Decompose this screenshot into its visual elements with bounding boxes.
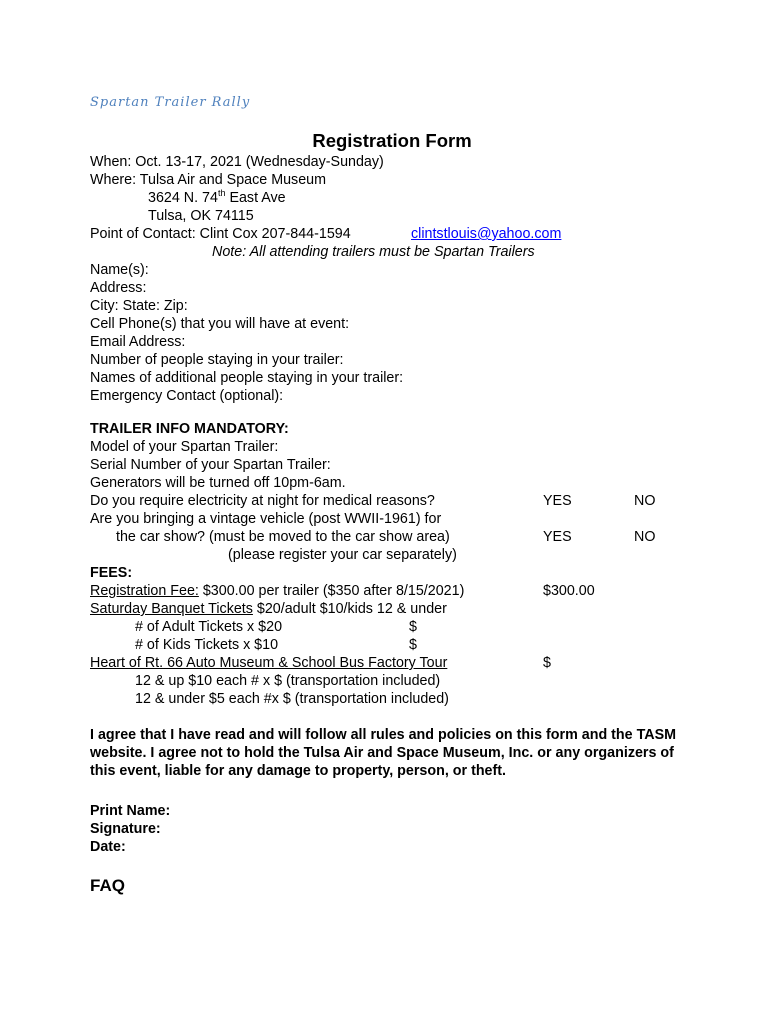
street-address — [148, 189, 286, 207]
rally-header: Spartan Trailer Rally — [90, 95, 251, 110]
registration-fee-line — [90, 582, 464, 600]
field-names: Name(s): — [90, 262, 149, 278]
banquet-label: Saturday Banquet Tickets — [90, 601, 253, 617]
agreement-text: I agree that I have read and will follow all rules and policies on this form and the TASM website. I agree not to hold the Tulsa Air and Space Museum, Inc. or any organizers of this event, liable for any damage to property, person, or theft. — [90, 727, 677, 779]
field-cell-phone: Cell Phone(s) that you will have at event: — [90, 316, 350, 332]
registration-fee-amount: $300.00 — [543, 583, 595, 599]
field-people-count: Number of people staying in your trailer: — [90, 352, 344, 368]
fees-heading: FEES: — [90, 565, 133, 581]
date-label: Date: — [90, 839, 126, 855]
kids-tickets-amount: $ — [409, 637, 417, 653]
registration-fee-label: Registration Fee: — [90, 583, 199, 599]
electricity-yes[interactable]: YES — [543, 493, 572, 509]
field-city-state-zip: City: State: Zip: — [90, 298, 188, 314]
tour-kids-line: 12 & under $5 each #x $ (transportation included) — [135, 691, 449, 707]
street-address-sup: th — [217, 188, 226, 199]
trailer-model: Model of your Spartan Trailer: — [90, 439, 279, 455]
electricity-question: Do you require electricity at night for medical reasons? — [90, 493, 435, 509]
street-address-pre: 3624 N. 74 — [148, 190, 218, 206]
field-emergency-contact: Emergency Contact (optional): — [90, 388, 284, 404]
field-address: Address: — [90, 280, 147, 296]
field-email: Email Address: — [90, 334, 186, 350]
registration-fee-detail: $300.00 per trailer ($350 after 8/15/2021) — [198, 583, 465, 599]
tour-amount: $ — [543, 655, 551, 671]
where-line: Where: Tulsa Air and Space Museum — [90, 172, 327, 188]
field-additional-names: Names of additional people staying in your trailer: — [90, 370, 404, 386]
print-name-label: Print Name: — [90, 803, 171, 819]
trailer-serial: Serial Number of your Spartan Trailer: — [90, 457, 331, 473]
vintage-question-line3: (please register your car separately) — [228, 547, 457, 563]
vintage-yes[interactable]: YES — [543, 529, 572, 545]
attendance-note: Note: All attending trailers must be Spartan Trailers — [212, 244, 535, 260]
tour-adult-line: 12 & up $10 each # x $ (transportation included) — [135, 673, 441, 689]
vintage-question-line2: the car show? (must be moved to the car show area) — [116, 529, 450, 545]
page-title: Registration Form — [312, 130, 472, 151]
tour-heading: Heart of Rt. 66 Auto Museum & School Bus Factory Tour — [90, 655, 448, 671]
contact-email-link[interactable]: clintstlouis@yahoo.com — [411, 226, 562, 242]
kids-tickets-line: # of Kids Tickets x $10 — [135, 637, 279, 653]
electricity-no[interactable]: NO — [634, 493, 656, 509]
faq-heading: FAQ — [90, 876, 125, 895]
when-line: When: Oct. 13-17, 2021 (Wednesday-Sunday) — [90, 154, 384, 170]
city-line: Tulsa, OK 74115 — [148, 208, 254, 224]
adult-tickets-amount: $ — [409, 619, 417, 635]
banquet-detail: $20/adult $10/kids 12 & under — [252, 601, 447, 617]
trailer-info-heading: TRAILER INFO MANDATORY: — [90, 421, 289, 437]
generators-note: Generators will be turned off 10pm-6am. — [90, 475, 346, 491]
vintage-no[interactable]: NO — [634, 529, 656, 545]
signature-label: Signature: — [90, 821, 161, 837]
banquet-line — [90, 600, 447, 618]
street-address-post: East Ave — [225, 190, 286, 206]
contact-line: Point of Contact: Clint Cox 207-844-1594 — [90, 226, 351, 242]
adult-tickets-line: # of Adult Tickets x $20 — [135, 619, 283, 635]
vintage-question-line1: Are you bringing a vintage vehicle (post WWII-1961) for — [90, 511, 442, 527]
